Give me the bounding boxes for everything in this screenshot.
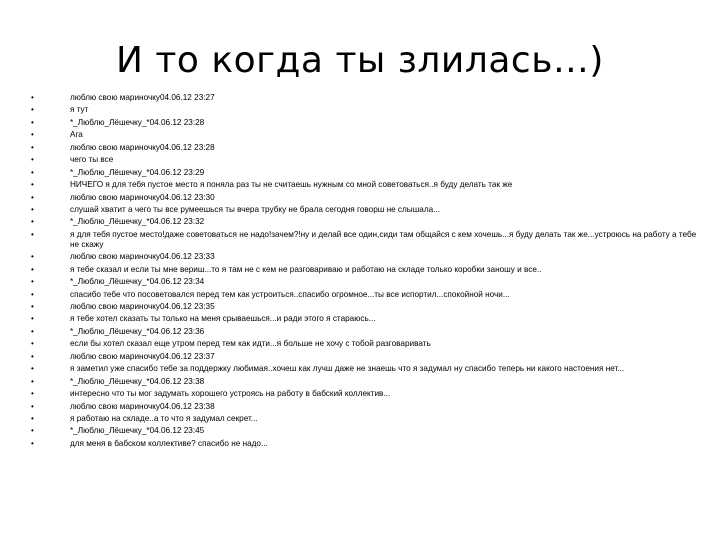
chat-line	[24, 130, 704, 140]
chat-line-text: *_Люблю_Лёшечку_*04.06.12 23:45	[70, 426, 205, 436]
chat-line-text: люблю свою мариночку04.06.12 23:28	[70, 142, 215, 152]
chat-line-text: люблю свою мариночку04.06.12 23:37	[70, 351, 215, 361]
chat-line-text: *_Люблю_Лёшечку_*04.06.12 23:29	[70, 167, 205, 177]
chat-line	[24, 364, 704, 374]
chat-line	[24, 414, 704, 424]
bullet-icon: •	[31, 364, 34, 374]
chat-line-text: люблю свою мариночку04.06.12 23:30	[70, 192, 215, 202]
bullet-icon: •	[31, 302, 34, 311]
chat-line-text: я тут	[70, 105, 89, 115]
bullet-icon: •	[31, 130, 34, 140]
chat-line-text: *_Люблю_Лёшечку_*04.06.12 23:38	[70, 376, 205, 386]
chat-line-text: интересно что ты мог задумать хорошего устроясь на работу в бабский коллектив...	[70, 389, 391, 399]
bullet-icon: •	[31, 389, 34, 399]
bullet-icon: •	[31, 155, 34, 165]
bullet-icon: •	[31, 277, 34, 287]
chat-line	[24, 252, 704, 262]
chat-line	[24, 352, 704, 362]
chat-line-text: Ага	[70, 130, 83, 140]
chat-line-text: НИЧЕГО я для тебя пустое место я поняла раз ты не считаешь нужным со мной советоваться..я буду делать так же	[70, 180, 513, 190]
chat-line-text: чего ты все	[70, 155, 114, 165]
chat-line-text: я работаю на складе..а то что я задумал секрет...	[70, 413, 258, 423]
bullet-icon: •	[31, 426, 34, 436]
chat-line-text: для меня в бабском коллективе? спасибо не надо...	[70, 438, 268, 448]
chat-line	[24, 118, 704, 128]
chat-line-text: люблю свою мариночку04.06.12 23:38	[70, 401, 215, 411]
chat-line-text: я для тебя пустое место!даже советоваться не надо!зачем?!ну и делай все один,сиди там общайся с кем хочешь...я буду делать так же...устроюсь на работу а тебе не скажу	[70, 229, 697, 249]
chat-line	[24, 230, 704, 250]
chat-line	[24, 314, 704, 324]
chat-line	[24, 426, 704, 436]
chat-line-text: я тебе хотел сказать ты только на меня срываешься...и ради этого я стараюсь...	[70, 314, 376, 324]
chat-line	[24, 377, 704, 387]
bullet-icon: •	[31, 326, 34, 336]
chat-line-text: *_Люблю_Лёшечку_*04.06.12 23:32	[70, 217, 205, 227]
bullet-icon: •	[31, 142, 34, 152]
chat-line	[24, 105, 704, 115]
bullet-icon: •	[31, 314, 34, 324]
bullet-icon: •	[31, 180, 34, 190]
chat-line	[24, 205, 704, 215]
slide-title: И то когда ты злилась…)	[116, 40, 604, 81]
bullet-icon: •	[31, 229, 34, 239]
chat-line	[24, 180, 704, 190]
bullet-icon: •	[31, 264, 34, 274]
bullet-icon: •	[31, 217, 34, 227]
chat-line	[24, 439, 704, 449]
bullet-icon: •	[31, 351, 34, 361]
chat-line	[24, 168, 704, 178]
chat-line	[24, 290, 704, 300]
bullet-icon: •	[31, 401, 34, 411]
chat-line	[24, 217, 704, 227]
chat-line	[24, 265, 704, 275]
bullet-icon: •	[31, 167, 34, 177]
bullet-icon: •	[31, 339, 34, 349]
chat-line-text: если бы хотел сказал еще утром перед тем как идти...я больше не хочу с тобой разговаривать	[70, 339, 431, 349]
bullet-icon: •	[31, 117, 34, 127]
chat-line-text: *_Люблю_Лёшечку_*04.06.12 23:28	[70, 117, 205, 127]
chat-line	[24, 193, 704, 203]
chat-line-text: люблю свою мариночку04.06.12 23:27	[70, 93, 215, 102]
bullet-icon: •	[31, 413, 34, 423]
chat-line-text: слушай хватит а чего ты все румеешься ты вчера трубку не брала сегодня говорш не слышала...	[70, 204, 440, 214]
chat-line	[24, 143, 704, 153]
bullet-icon: •	[31, 192, 34, 202]
chat-line-text: я тебе сказал и если ты мне вериш...то я там не с кем не разговариваю и работаю на складе только коробки заношу и все..	[70, 264, 542, 274]
bullet-icon: •	[31, 438, 34, 448]
bullet-icon: •	[31, 376, 34, 386]
bullet-icon: •	[31, 204, 34, 214]
chat-line-text: спасибо тебе что посоветовался перед тем как устроиться..спасибо огромное...ты все испортил...спокойной ночи...	[70, 289, 510, 299]
chat-line	[24, 93, 704, 103]
chat-line-text: *_Люблю_Лёшечку_*04.06.12 23:36	[70, 326, 205, 336]
chat-line	[24, 339, 704, 349]
chat-line	[24, 402, 704, 412]
chat-line-text: *_Люблю_Лёшечку_*04.06.12 23:34	[70, 277, 205, 287]
chat-line-text: люблю свою мариночку04.06.12 23:35	[70, 302, 215, 311]
bullet-icon: •	[31, 105, 34, 115]
chat-line	[24, 302, 704, 312]
chat-line-text: люблю свою мариночку04.06.12 23:33	[70, 252, 215, 262]
chat-log-list	[24, 93, 704, 451]
bullet-icon: •	[31, 289, 34, 299]
chat-line	[24, 327, 704, 337]
chat-line-text: я заметил уже спасибо тебе за поддержку любимая..хочеш как лучш даже не знаешь что я задумал ну спасибо теперь ни какого настоения нет...	[70, 364, 625, 374]
bullet-icon: •	[31, 252, 34, 262]
chat-line	[24, 277, 704, 287]
chat-line	[24, 389, 704, 399]
bullet-icon: •	[31, 93, 34, 102]
chat-line	[24, 155, 704, 165]
